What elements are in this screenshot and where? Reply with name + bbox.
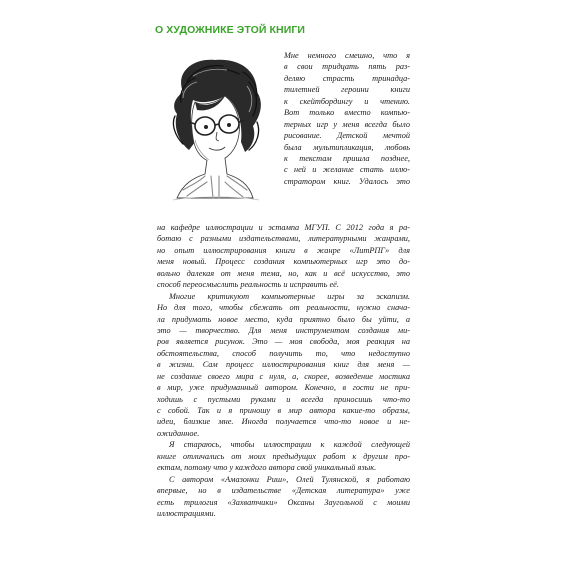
text-line: на кафедре иллюстрации и эстампа МГУП. С 2012 года я ра-: [157, 223, 410, 232]
text-line: это — творчество. Для меня инструментом создания ми-: [157, 325, 410, 335]
text-line: не создание своего мира с нуля, а, скорее, возведение мостика: [157, 371, 410, 381]
text-line: впервые, но в издательстве «Детская литература» уже: [157, 486, 410, 496]
text-line: к текстам пришла позднее,: [284, 153, 410, 163]
text-line: обстоятельства, способ получить то, что недоступно: [157, 348, 410, 358]
text-line: ботаю с разными издательствами, литературными жанрами,: [157, 234, 410, 244]
text-line: вольно далекая от меня тема, но, как и всё искусство, это: [157, 268, 410, 278]
section-heading: О ХУДОЖНИКЕ ЭТОЙ КНИГИ: [155, 24, 306, 36]
text-line: иллюстрациями.: [157, 508, 216, 518]
text-line: ла придумать новое место, куда приятно было бы уйти, а: [157, 314, 410, 324]
text-line: способ переосмыслить реальность и исправить её.: [157, 280, 339, 290]
text-line: с собой. Так и я приношу в мир автора какие-то образы,: [157, 406, 410, 415]
text-line: в мир, уже придуманный автором. Конечно, в гости не при-: [157, 383, 410, 393]
text-line: ектам, потому что у каждого автора свой уникальный язык.: [157, 463, 377, 473]
text-line: с ней и желание стать иллю-: [284, 165, 410, 175]
text-line: есть трилогия «Захватчики» Оксаны Заугольной с моими: [157, 497, 410, 507]
text-line: Я стараюсь, чтобы иллюстрации к каждой следующей: [169, 440, 410, 450]
text-line: ожиданное.: [157, 428, 200, 438]
text-line: ходишь с пустыми руками и всегда приносишь что-то: [157, 394, 410, 404]
text-line: Многие критикуют компьютерные игры за эскапизм.: [169, 291, 410, 301]
text-line: к скейтбордингу и чтению.: [284, 96, 410, 106]
text-line: терных игр у меня всегда было: [284, 119, 410, 129]
text-line: была мультипликация, любовь: [284, 142, 410, 152]
text-line: идеи, близкие мне. Иногда получается что-то новое и не-: [157, 417, 410, 427]
intro-column: [284, 50, 410, 187]
main-text: [157, 222, 410, 519]
text-line: Вот только вместо компью-: [284, 108, 410, 118]
text-line: но опыт иллюстрирования книги в жанре «ЛитРПГ» для: [157, 245, 410, 255]
text-line: С автором «Амазонки Риш», Олей Тулянской, я работаю: [169, 474, 410, 484]
text-line: стратором книг. Удалось это: [284, 176, 410, 186]
artist-portrait-icon: [153, 52, 279, 202]
text-line: Мне немного смешно, что я: [284, 51, 410, 60]
text-line: в свои тридцать пять раз-: [284, 62, 410, 72]
text-line: книге отличались от моих предыдущих работ к другим про-: [157, 451, 410, 461]
text-line: в жизни. Сам процесс иллюстрирования книг для меня —: [157, 360, 410, 370]
text-line: Но для того, чтобы сбежать от реальности, нужно снача-: [157, 303, 410, 313]
text-line: тилетней героини книги: [284, 85, 410, 95]
text-line: ров является рисунок. Это — моя свобода, моя реакция на: [157, 337, 410, 347]
text-line: меня новый. Процесс создания компьютерных игр это до-: [157, 257, 410, 267]
text-line: рисование. Детской мечтой: [284, 131, 410, 141]
text-line: деляю страсть тринадца-: [284, 73, 410, 83]
